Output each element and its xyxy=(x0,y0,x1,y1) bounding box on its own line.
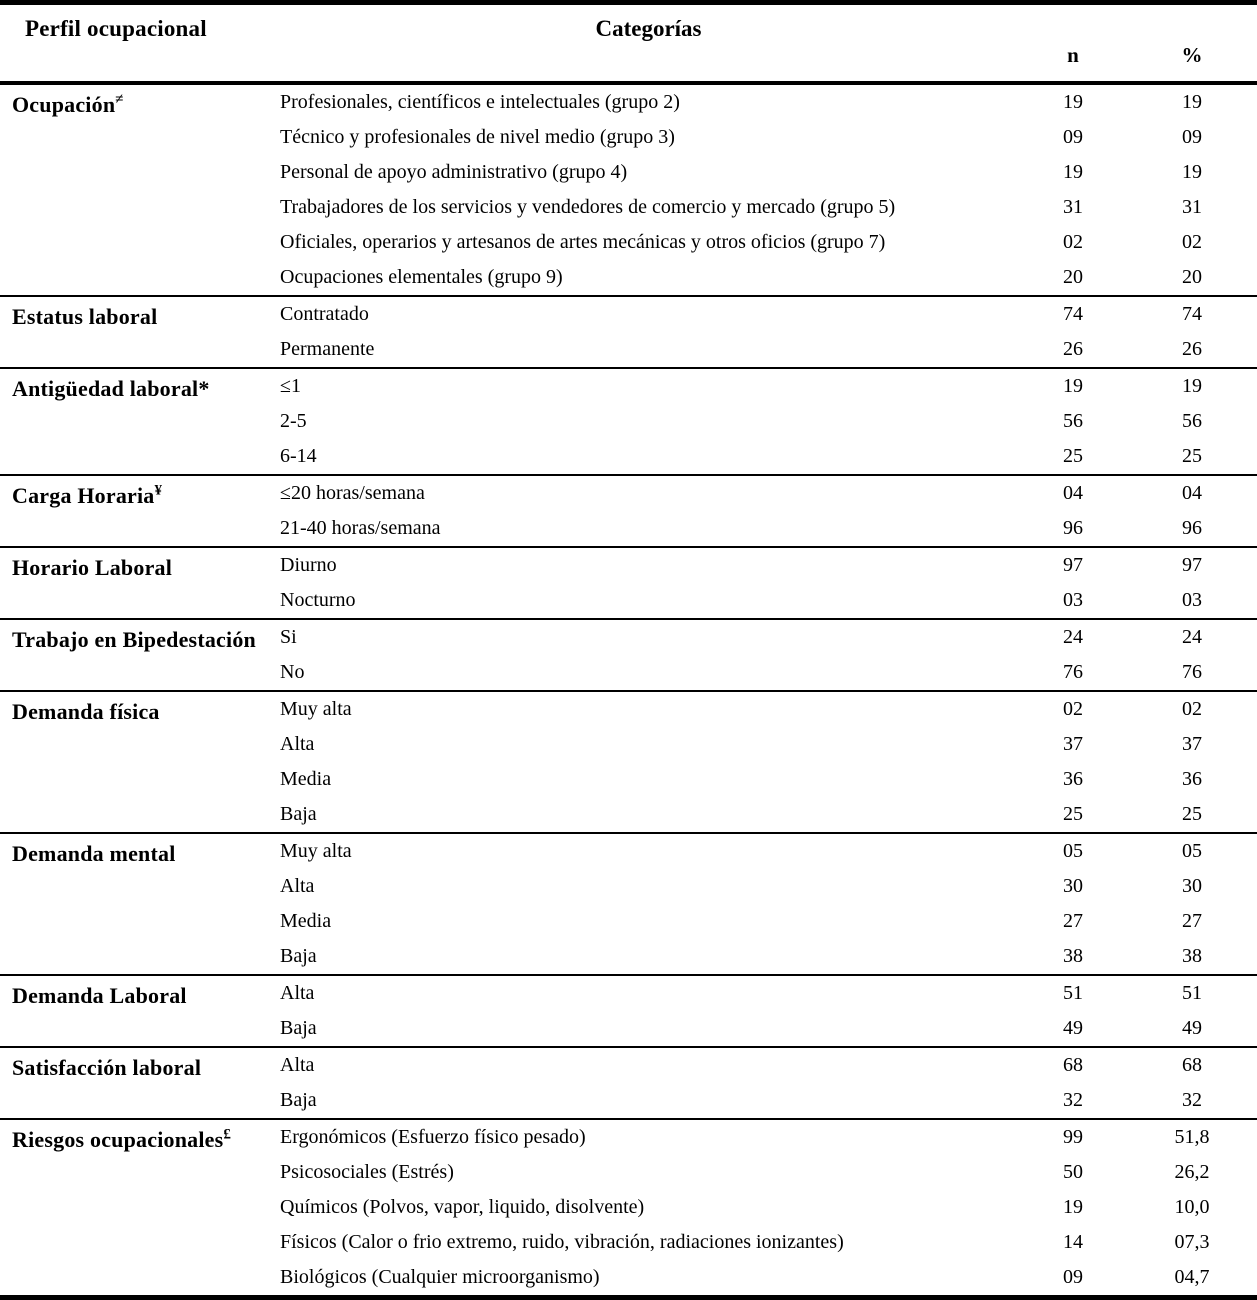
n-cell: 26 xyxy=(1063,337,1083,360)
pct-cell: 04,7 xyxy=(1174,1265,1210,1288)
pct-cell: 38 xyxy=(1182,944,1202,967)
profile-cell xyxy=(0,691,278,833)
category-cell: Alta xyxy=(278,1047,1019,1083)
n-cell: 31 xyxy=(1063,195,1083,218)
category-cell: Permanente xyxy=(280,337,375,360)
table-row xyxy=(0,475,1257,511)
col-header-category: Categorías xyxy=(278,3,1019,83)
header-row xyxy=(0,3,1257,83)
pct-cell: 31 xyxy=(1182,195,1202,218)
table-row xyxy=(0,619,1257,655)
profile-label: Ocupación xyxy=(12,91,116,117)
category-cell: Técnico y profesionales de nivel medio (grupo 3) xyxy=(280,125,675,148)
table-section xyxy=(0,368,1257,475)
n-cell: 37 xyxy=(1063,732,1083,755)
category-cell: Alta xyxy=(280,732,315,755)
pct-cell: 19 xyxy=(1182,160,1202,183)
table-section xyxy=(0,691,1257,833)
table-section xyxy=(0,547,1257,619)
category-cell: Nocturno xyxy=(280,588,356,611)
profile-label: Riesgos ocupacionales xyxy=(12,1126,224,1152)
profile-label: Estatus laboral xyxy=(12,303,158,329)
category-cell: Baja xyxy=(280,1016,317,1039)
profile-label: Satisfacción laboral xyxy=(12,1054,202,1080)
pct-cell: 49 xyxy=(1182,1016,1202,1039)
profile-cell xyxy=(0,833,278,975)
pct-cell: 96 xyxy=(1182,516,1202,539)
pct-cell: 02 xyxy=(1182,230,1202,253)
category-cell: Personal de apoyo administrativo (grupo 4) xyxy=(280,160,628,183)
n-cell: 04 xyxy=(1019,475,1127,511)
pct-cell: 24 xyxy=(1127,619,1257,655)
n-cell: 51 xyxy=(1019,975,1127,1011)
pct-cell: 37 xyxy=(1182,732,1202,755)
n-cell: 05 xyxy=(1019,833,1127,869)
n-cell: 20 xyxy=(1063,265,1083,288)
category-cell: Media xyxy=(280,909,332,932)
profile-cell xyxy=(0,83,278,296)
col-header-profile: Perfil ocupacional xyxy=(0,3,278,83)
category-cell: 6-14 xyxy=(280,444,317,467)
n-cell: 38 xyxy=(1063,944,1083,967)
profile-cell xyxy=(0,475,278,547)
n-cell: 02 xyxy=(1019,691,1127,727)
category-cell: Alta xyxy=(278,975,1019,1011)
n-cell: 03 xyxy=(1063,588,1083,611)
n-cell: 19 xyxy=(1063,160,1083,183)
category-cell: No xyxy=(280,660,305,683)
category-cell: Químicos (Polvos, vapor, liquido, disolvente) xyxy=(280,1195,645,1218)
pct-cell: 74 xyxy=(1127,296,1257,332)
profile-cell xyxy=(0,547,278,619)
category-cell: Contratado xyxy=(278,296,1019,332)
table-section xyxy=(0,475,1257,547)
pct-cell: 05 xyxy=(1127,833,1257,869)
pct-cell: 36 xyxy=(1182,767,1202,790)
pct-cell: 25 xyxy=(1182,444,1202,467)
col-header-n: n xyxy=(1019,3,1127,83)
pct-cell: 26 xyxy=(1182,337,1202,360)
profile-cell xyxy=(0,1047,278,1119)
pct-cell: 27 xyxy=(1182,909,1202,932)
n-cell: 27 xyxy=(1063,909,1083,932)
category-cell: Muy alta xyxy=(278,691,1019,727)
profile-label: Trabajo en Bipedestación xyxy=(12,626,256,652)
category-cell: Media xyxy=(280,767,332,790)
category-cell: Diurno xyxy=(278,547,1019,583)
profile-cell xyxy=(0,619,278,691)
n-cell: 25 xyxy=(1063,444,1083,467)
n-cell: 97 xyxy=(1019,547,1127,583)
pct-cell: 76 xyxy=(1182,660,1202,683)
category-cell: Baja xyxy=(280,944,317,967)
profile-label: Demanda Laboral xyxy=(12,982,187,1008)
table-section xyxy=(0,83,1257,296)
n-cell: 25 xyxy=(1063,802,1083,825)
pct-cell: 19 xyxy=(1127,83,1257,120)
col-header-pct: % xyxy=(1127,3,1257,83)
n-cell: 19 xyxy=(1063,1195,1083,1218)
category-cell: ≤1 xyxy=(278,368,1019,404)
table-row xyxy=(0,1119,1257,1155)
profile-label: Demanda física xyxy=(12,698,160,724)
category-cell: Si xyxy=(278,619,1019,655)
n-cell: 09 xyxy=(1063,125,1083,148)
table-section xyxy=(0,1047,1257,1119)
n-cell: 68 xyxy=(1019,1047,1127,1083)
category-cell: Ocupaciones elementales (grupo 9) xyxy=(280,265,563,288)
table-row xyxy=(0,691,1257,727)
category-cell: Oficiales, operarios y artesanos de artes mecánicas y otros oficios (grupo 7) xyxy=(280,230,886,253)
profile-footnote-marker: £ xyxy=(223,1126,232,1143)
profile-footnote-marker: ≠ xyxy=(115,91,124,108)
pct-cell: 19 xyxy=(1127,368,1257,404)
category-cell: Trabajadores de los servicios y vendedores de comercio y mercado (grupo 5) xyxy=(280,195,896,218)
n-cell: 56 xyxy=(1063,409,1083,432)
pct-cell: 25 xyxy=(1182,802,1202,825)
n-cell: 49 xyxy=(1063,1016,1083,1039)
category-cell: ≤20 horas/semana xyxy=(278,475,1019,511)
pct-cell: 07,3 xyxy=(1174,1230,1210,1253)
pct-cell: 51 xyxy=(1127,975,1257,1011)
profile-label: Demanda mental xyxy=(12,840,176,866)
pct-cell: 20 xyxy=(1182,265,1202,288)
table-section xyxy=(0,833,1257,975)
category-cell: 21-40 horas/semana xyxy=(280,516,441,539)
table-row xyxy=(0,83,1257,120)
table-row xyxy=(0,368,1257,404)
pct-cell: 51,8 xyxy=(1127,1119,1257,1155)
n-cell: 96 xyxy=(1063,516,1083,539)
profile-cell xyxy=(0,975,278,1047)
category-cell: Psicosociales (Estrés) xyxy=(280,1160,454,1183)
n-cell: 50 xyxy=(1063,1160,1083,1183)
profile-cell xyxy=(0,296,278,368)
profile-label: Horario Laboral xyxy=(12,554,173,580)
pct-cell: 26,2 xyxy=(1174,1160,1210,1183)
table-section xyxy=(0,975,1257,1047)
category-cell: Físicos (Calor o frio extremo, ruido, vibración, radiaciones ionizantes) xyxy=(280,1230,844,1253)
n-cell: 02 xyxy=(1063,230,1083,253)
table-section xyxy=(0,619,1257,691)
category-cell: Ergonómicos (Esfuerzo físico pesado) xyxy=(278,1119,1019,1155)
n-cell: 36 xyxy=(1063,767,1083,790)
table-row xyxy=(0,833,1257,869)
category-cell: Baja xyxy=(280,1088,317,1111)
n-cell: 74 xyxy=(1019,296,1127,332)
table-section xyxy=(0,1119,1257,1298)
category-cell: 2-5 xyxy=(280,409,307,432)
n-cell: 19 xyxy=(1019,368,1127,404)
pct-cell: 56 xyxy=(1182,409,1202,432)
profile-label: Antigüedad laboral* xyxy=(12,375,210,401)
n-cell: 76 xyxy=(1063,660,1083,683)
table-section xyxy=(0,296,1257,368)
table-header xyxy=(0,3,1257,83)
table-row xyxy=(0,296,1257,332)
pct-cell: 30 xyxy=(1182,874,1202,897)
n-cell: 99 xyxy=(1019,1119,1127,1155)
pct-cell: 32 xyxy=(1182,1088,1202,1111)
category-cell: Biológicos (Cualquier microorganismo) xyxy=(280,1265,600,1288)
n-cell: 14 xyxy=(1063,1230,1083,1253)
category-cell: Muy alta xyxy=(278,833,1019,869)
n-cell: 24 xyxy=(1019,619,1127,655)
category-cell: Baja xyxy=(280,802,317,825)
n-cell: 30 xyxy=(1063,874,1083,897)
table-row xyxy=(0,547,1257,583)
n-cell: 09 xyxy=(1063,1265,1083,1288)
pct-cell: 02 xyxy=(1127,691,1257,727)
pct-cell: 68 xyxy=(1127,1047,1257,1083)
profile-label: Carga Horaria xyxy=(12,482,155,508)
pct-cell: 10,0 xyxy=(1174,1195,1210,1218)
profile-cell xyxy=(0,1119,278,1298)
pct-cell: 09 xyxy=(1182,125,1202,148)
profile-cell xyxy=(0,368,278,475)
pct-cell: 97 xyxy=(1127,547,1257,583)
category-cell: Alta xyxy=(280,874,315,897)
category-cell: Profesionales, científicos e intelectuales (grupo 2) xyxy=(278,83,1019,120)
n-cell: 19 xyxy=(1019,83,1127,120)
profile-footnote-marker: ¥ xyxy=(154,482,163,499)
n-cell: 32 xyxy=(1063,1088,1083,1111)
table-row xyxy=(0,975,1257,1011)
pct-cell: 04 xyxy=(1127,475,1257,511)
pct-cell: 03 xyxy=(1182,588,1202,611)
table-row xyxy=(0,1047,1257,1083)
